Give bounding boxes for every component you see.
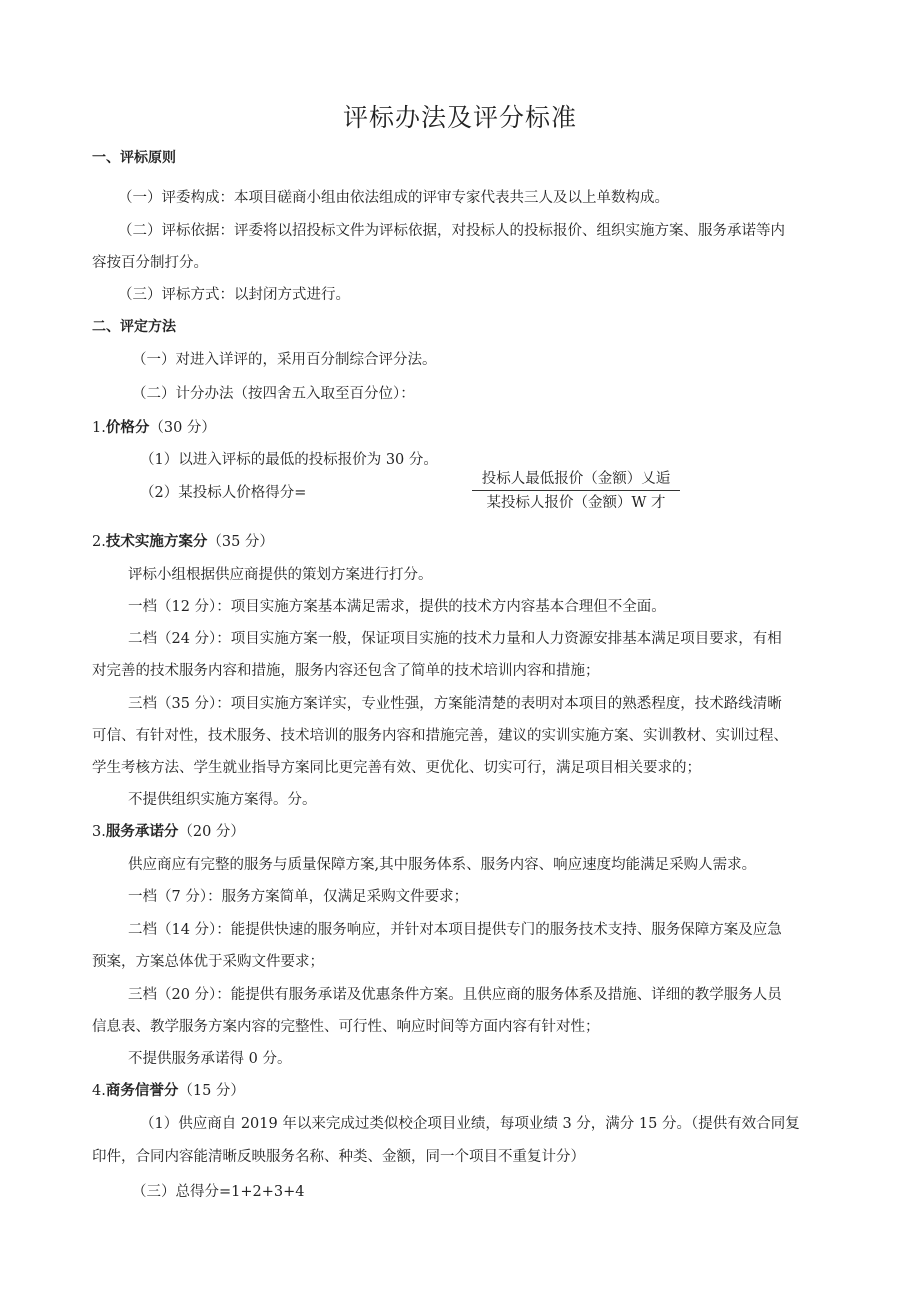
subsection-label: 服务承诺分 [105, 824, 179, 840]
total-score: （三）总得分=1+2+3+4 [132, 1184, 305, 1200]
section-heading-evaluation: 二、评定方法 [92, 319, 176, 335]
service-none: 不提供服务承诺得 0 分。 [128, 1051, 292, 1067]
formula-denominator: 某投标人报价（金额）W 才 [486, 495, 666, 511]
subsection-score: （15 分） [178, 1083, 245, 1099]
tech-intro: 评标小组根据供应商提供的策划方案进行打分。 [128, 567, 433, 583]
tech-tier-2-line2: 对完善的技术服务内容和措施，服务内容还包含了简单的技术培训内容和措施； [92, 663, 600, 679]
subsection-number: 2. [92, 534, 106, 550]
price-item-1: （1）以进入评标的最低的投标报价为 30 分。 [140, 452, 438, 468]
tech-tier-3-line3: 学生考核方法、学生就业指导方案同比更完善有效、更优化、切实可行，满足项目相关要求的； [92, 760, 701, 776]
price-item-2: （2）某投标人价格得分= [140, 485, 307, 501]
subsection-score: （20 分） [178, 824, 245, 840]
service-tier-3-line1: 三档（20 分）：能提供有服务承诺及优惠条件方案。且供应商的服务体系及措施、详细的教学服务人员 [128, 987, 782, 1003]
paragraph-calculation: （二）计分办法（按四舍五入取至百分位）： [132, 386, 415, 402]
subsection-service [92, 822, 245, 842]
service-intro: 供应商应有完整的服务与质量保障方案,其中服务体系、服务内容、响应速度均能满足采购人需求。 [128, 857, 757, 873]
tech-none: 不提供组织实施方案得。分。 [128, 792, 317, 808]
credit-item-line1: （1）供应商自 2019 年以来完成过类似校企项目业绩，每项业绩 3 分，满分 15 分。（提供有效合同复 [140, 1116, 800, 1132]
price-formula-fraction [472, 469, 680, 513]
subsection-number: 3. [92, 824, 106, 840]
subsection-label: 技术实施方案分 [105, 534, 208, 550]
paragraph-method: （三）评标方式：以封闭方式进行。 [118, 287, 350, 303]
tech-tier-1: 一档（12 分）：项目实施方案基本满足需求，提供的技术方内容基本合理但不全面。 [128, 599, 666, 615]
service-tier-2-line2: 预案，方案总体优于采购文件要求； [92, 954, 324, 970]
subsection-label: 商务信誉分 [105, 1083, 179, 1099]
subsection-label: 价格分 [105, 420, 150, 436]
subsection-credit [92, 1081, 245, 1101]
paragraph-basis-line2: 容按百分制打分。 [92, 255, 208, 271]
paragraph-scoring-method: （一）对进入详评的，采用百分制综合评分法。 [132, 352, 437, 368]
subsection-score: （30 分） [149, 420, 216, 436]
paragraph-basis-line1: （二）评标依据：评委将以招投标文件为评标依据，对投标人的投标报价、组织实施方案、服务承诺等内 [118, 223, 785, 239]
credit-item-line2: 印件，合同内容能清晰反映服务名称、种类、金额，同一个项目不重复计分） [92, 1149, 585, 1165]
subsection-price [92, 418, 216, 438]
paragraph-committee: （一）评委构成：本项目磋商小组由依法组成的评审专家代表共三人及以上单数构成。 [118, 190, 669, 206]
subsection-score: （35 分） [207, 534, 274, 550]
subsection-number: 4. [92, 1083, 106, 1099]
document-title: 评标办法及评分标准 [342, 103, 577, 132]
formula-numerator: 投标人最低报价（金额）乂逅 [472, 469, 680, 491]
service-tier-2-line1: 二档（14 分）：能提供快速的服务响应，并针对本项目提供专门的服务技术支持、服务保障方案及应急 [128, 922, 782, 938]
service-tier-3-line2: 信息表、教学服务方案内容的完整性、可行性、响应时间等方面内容有针对性； [92, 1019, 600, 1035]
tech-tier-3-line1: 三档（35 分）：项目实施方案详实，专业性强，方案能清楚的表明对本项目的熟悉程度，技术路线清晰 [128, 696, 782, 712]
subsection-technical [92, 532, 274, 552]
service-tier-1: 一档（7 分）：服务方案简单，仅满足采购文件要求； [128, 889, 469, 905]
tech-tier-3-line2: 可信、有针对性，技术服务、技术培训的服务内容和措施完善，建议的实训实施方案、实训教材、实训过程、 [92, 728, 788, 744]
subsection-number: 1. [92, 420, 106, 436]
section-heading-principles: 一、评标原则 [92, 150, 176, 166]
tech-tier-2-line1: 二档（24 分）：项目实施方案一般，保证项目实施的技术力量和人力资源安排基本满足项目要求，有相 [128, 631, 782, 647]
